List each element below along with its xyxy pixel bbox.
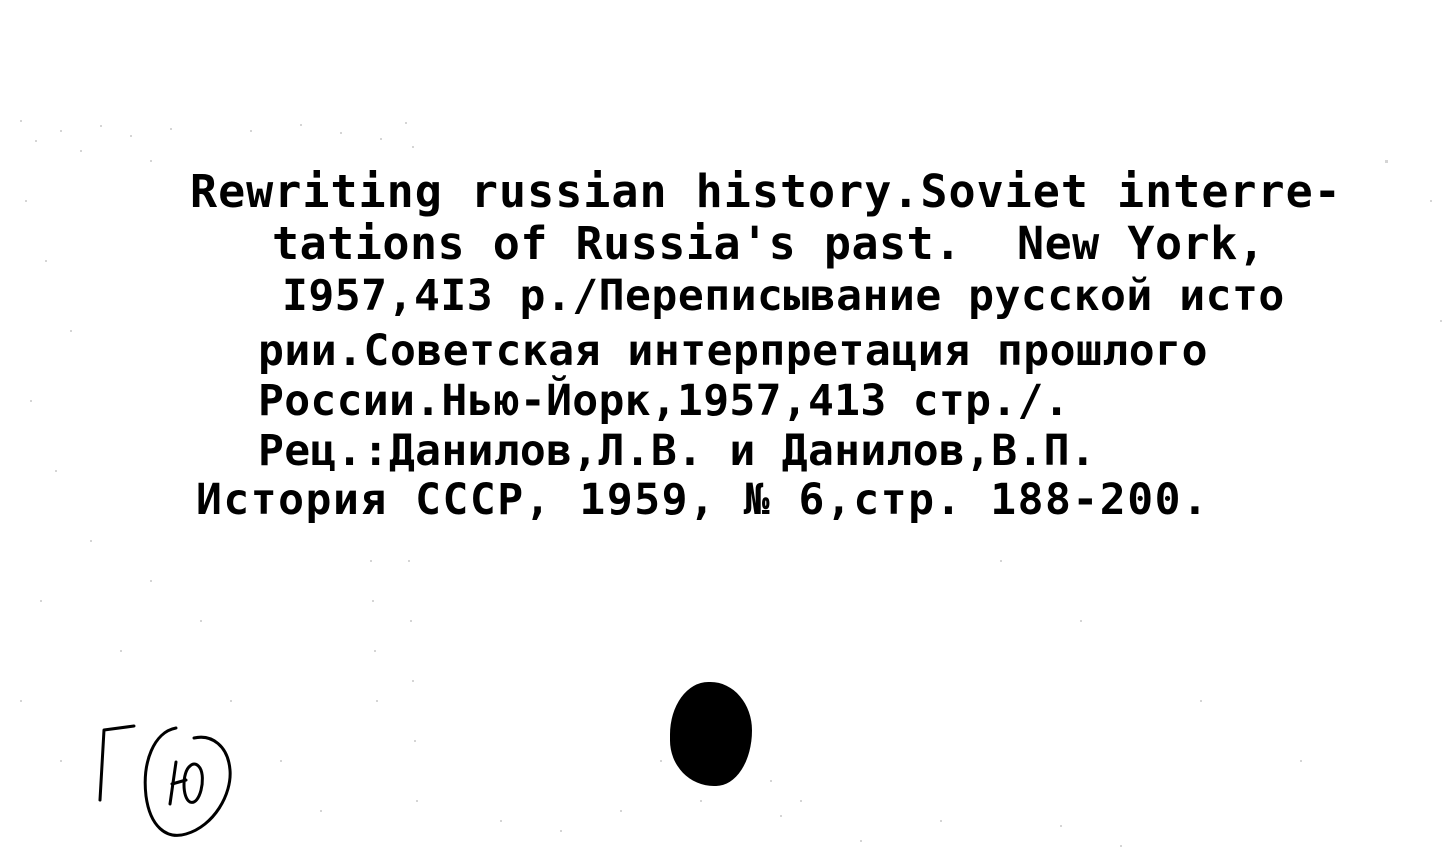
card-line-4: рии.Советская интерпретация прошлого	[258, 326, 1208, 376]
card-line-6: Рец.:Данилов,Л.В. и Данилов,В.П.	[258, 426, 1097, 476]
card-line-5: России.Нью-Йорк,1957,413 стр./.	[258, 376, 1070, 426]
card-line-1: Rewriting russian history.Soviet interre-	[190, 165, 1342, 218]
punch-hole	[670, 682, 752, 786]
card-line-7: История СССР, 1959, № 6,стр. 188-200.	[196, 475, 1210, 525]
card-line-3: I957,4I3 p./Переписывание русской исто	[282, 271, 1285, 321]
handwritten-shelf-mark	[90, 722, 250, 852]
card-line-2: tations of Russia's past. New York,	[272, 217, 1266, 270]
